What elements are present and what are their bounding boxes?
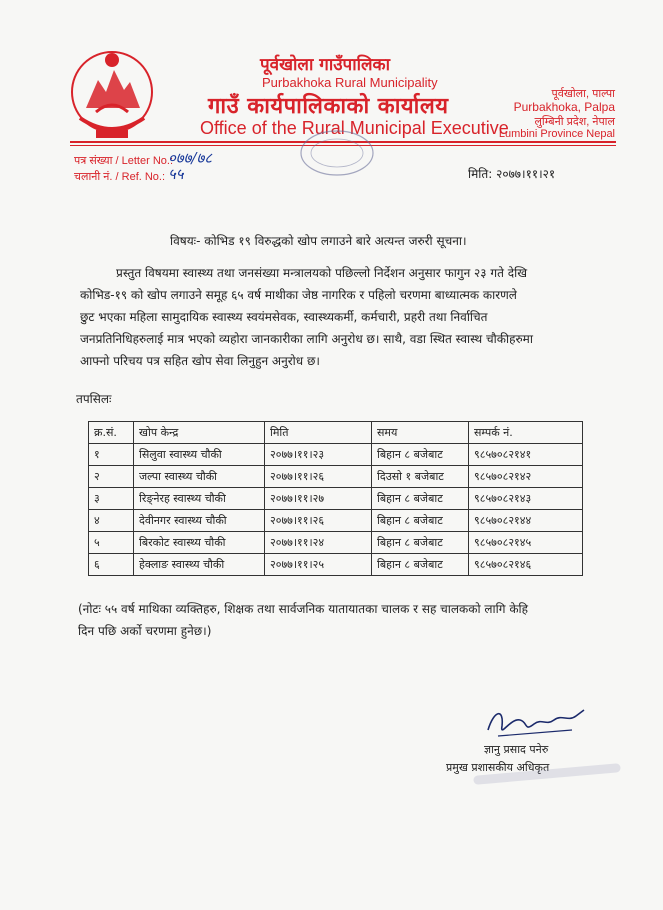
municipality-name-nepali: पूर्वखोला गाउँपालिका bbox=[260, 55, 391, 75]
vaccination-schedule-table bbox=[88, 421, 583, 576]
cell-center: बिरकोट स्वास्थ्य चौकी bbox=[134, 532, 265, 554]
signatory-title: प्रमुख प्रशासकीय अधिकृत bbox=[446, 761, 550, 774]
cell-date: २०७७।११।२५ bbox=[265, 554, 372, 576]
subject-line: विषयः- कोभिड १९ विरुद्धको खोप लगाउने बारे अत्यन्त जरुरी सूचना। bbox=[170, 234, 467, 248]
cell-time: बिहान ८ बजेबाट bbox=[372, 554, 469, 576]
cell-time: बिहान ८ बजेबाट bbox=[372, 444, 469, 466]
cell-contact: ९८५७०८२१४२ bbox=[469, 466, 583, 488]
nepal-emblem-logo bbox=[66, 40, 158, 150]
table-row bbox=[89, 488, 583, 510]
note-paragraph bbox=[78, 598, 598, 642]
cell-sn: ६ bbox=[89, 554, 134, 576]
note-line: दिन पछि अर्को चरणमा हुनेछ।) bbox=[78, 624, 212, 638]
designation-stamp bbox=[472, 750, 622, 792]
address-nepali-2: लुम्बिनी प्रदेश, नेपाल bbox=[534, 116, 615, 128]
letter-no-value: ०७७/७८ bbox=[168, 149, 213, 167]
letter-date: मिति: २०७७।११।२१ bbox=[468, 167, 556, 181]
office-stamp bbox=[298, 128, 376, 178]
address-english-2: Lumbini Province Nepal bbox=[498, 128, 615, 140]
cell-center: रिङ्नेरह स्वास्थ्य चौकी bbox=[134, 488, 265, 510]
col-header-center: खोप केन्द्र bbox=[134, 422, 265, 444]
cell-time: बिहान ८ बजेबाट bbox=[372, 510, 469, 532]
cell-sn: ५ bbox=[89, 532, 134, 554]
col-header-date: मिति bbox=[265, 422, 372, 444]
cell-sn: ३ bbox=[89, 488, 134, 510]
body-line: कोभिड-१९ को खोप लगाउने समूह ६५ वर्ष माथीका जेष्ठ नागरिक र पहिलो चरणमा बाध्यात्मक कारणले bbox=[80, 288, 517, 302]
cell-center: देवीनगर स्वास्थ्य चौकी bbox=[134, 510, 265, 532]
cell-date: २०७७।११।२७ bbox=[265, 488, 372, 510]
table-row bbox=[89, 510, 583, 532]
cell-sn: १ bbox=[89, 444, 134, 466]
signatory-name: ज्ञानु प्रसाद पनेरु bbox=[484, 743, 549, 756]
table-row bbox=[89, 466, 583, 488]
cell-contact: ९८५७०८२१४४ bbox=[469, 510, 583, 532]
office-name-nepali: गाउँ कार्यपालिकाको कार्यालय bbox=[208, 94, 449, 119]
body-line: छुट भएका महिला सामुदायिक स्वास्थ्य स्वयंमसेवक, स्वास्थ्यकर्मी, कर्मचारी, प्रहरी तथा निर्वाचित bbox=[80, 310, 488, 324]
cell-center: जल्पा स्वास्थ्य चौकी bbox=[134, 466, 265, 488]
cell-time: दिउसो १ बजेबाट bbox=[372, 466, 469, 488]
cell-contact: ९८५७०८२१४६ bbox=[469, 554, 583, 576]
office-name-english: Office of the Rural Municipal Executive bbox=[200, 118, 509, 138]
cell-date: २०७७।११।२४ bbox=[265, 532, 372, 554]
table-row bbox=[89, 444, 583, 466]
cell-contact: ९८५७०८२१४५ bbox=[469, 532, 583, 554]
body-paragraph bbox=[80, 262, 592, 372]
address-nepali-1: पूर्वखोला, पाल्पा bbox=[551, 88, 615, 100]
cell-contact: ९८५७०८२१४३ bbox=[469, 488, 583, 510]
tapsil-label: तपसिलः bbox=[76, 392, 112, 406]
cell-center: सिलुवा स्वास्थ्य चौकी bbox=[134, 444, 265, 466]
body-line: जनप्रतिनिधिहरुलाई मात्र भएको व्यहोरा जानकारीका लागि अनुरोध छ। साथै, वडा स्थित स्वास्थ चौकीहरुमा bbox=[80, 332, 533, 346]
cell-date: २०७७।११।२३ bbox=[265, 444, 372, 466]
cell-sn: २ bbox=[89, 466, 134, 488]
col-header-sn: क्र.सं. bbox=[89, 422, 134, 444]
cell-center: हेक्लाङ स्वास्थ्य चौकी bbox=[134, 554, 265, 576]
cell-time: बिहान ८ बजेबाट bbox=[372, 488, 469, 510]
cell-time: बिहान ८ बजेबाट bbox=[372, 532, 469, 554]
body-line: प्रस्तुत विषयमा स्वास्थ्य तथा जनसंख्या मन्त्रालयको पछिल्लो निर्देशन अनुसार फागुन २३ गते देखि bbox=[116, 266, 528, 280]
ref-no-label: चलानी नं. / Ref. No.: bbox=[74, 171, 166, 183]
table-row bbox=[89, 532, 583, 554]
table-header-row bbox=[89, 422, 583, 444]
col-header-time: समय bbox=[372, 422, 469, 444]
address-english-1: Purbakhoka, Palpa bbox=[513, 100, 615, 114]
letter-no-label: पत्र संख्या / Letter No.: bbox=[74, 155, 174, 167]
cell-contact: ९८५७०८२१४१ bbox=[469, 444, 583, 466]
municipality-name-english: Purbakhoka Rural Municipality bbox=[262, 75, 438, 90]
cell-date: २०७७।११।२६ bbox=[265, 466, 372, 488]
body-line: आफ्नो परिचय पत्र सहित खोप सेवा लिनुहुन अनुरोध छ। bbox=[80, 354, 320, 368]
col-header-contact: सम्पर्क नं. bbox=[469, 422, 583, 444]
table-row bbox=[89, 554, 583, 576]
cell-sn: ४ bbox=[89, 510, 134, 532]
note-line: (नोटः ५५ वर्ष माथिका व्यक्तिहरु, शिक्षक तथा सार्वजनिक यातायातका चालक र सह चालकको लागि केहि bbox=[78, 602, 529, 616]
cell-date: २०७७।११।२६ bbox=[265, 510, 372, 532]
handwritten-signature bbox=[480, 700, 590, 745]
ref-no-value: ५५ bbox=[168, 165, 184, 183]
